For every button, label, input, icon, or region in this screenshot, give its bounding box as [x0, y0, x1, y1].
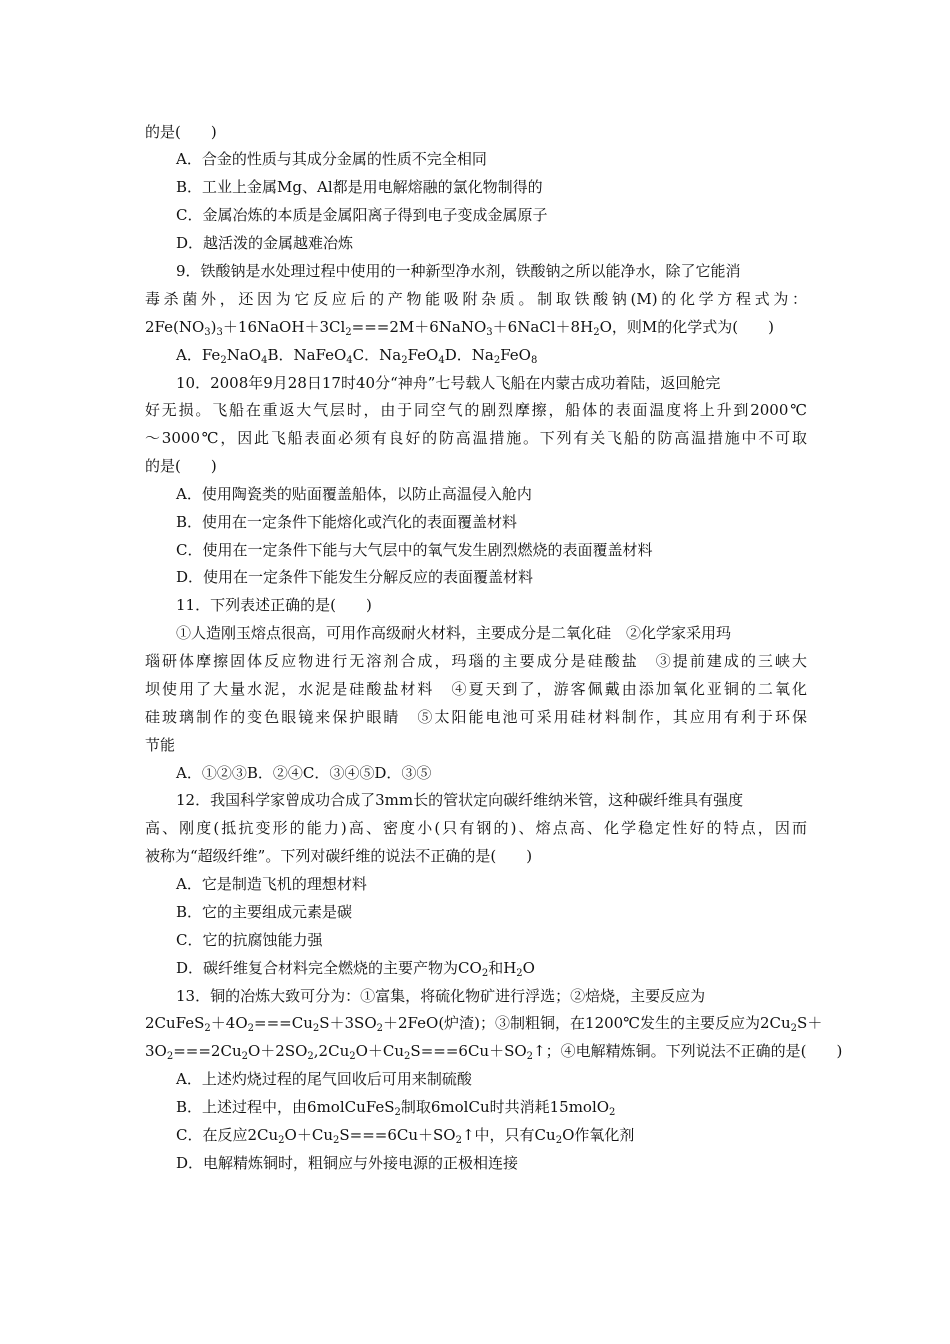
q12-option-c: C．它的抗腐蚀能力强 [176, 931, 323, 949]
q8-option-a: A．合金的性质与其成分金属的性质不完全相同 [176, 150, 487, 168]
q8-option-b: B．工业上金属Mg、Al都是用电解熔融的氯化物制得的 [176, 178, 543, 196]
q12-line-1: 12．我国科学家曾成功合成了3mm长的管状定向碳纤维纳米管，这种碳纤维具有强度 [176, 791, 744, 809]
q12-option-a: A．它是制造飞机的理想材料 [176, 875, 367, 893]
q10-line-4: 的是( ) [145, 457, 217, 475]
q10-option-b: B．使用在一定条件下能熔化或汽化的表面覆盖材料 [176, 513, 518, 531]
q12-option-d: D．碳纤维复合材料完全燃烧的主要产物为$CO_2$和$H_2O$ [176, 959, 535, 979]
q9-line-2: 毒杀菌外，还因为它反应后的产物能吸附杂质。制取铁酸钠(M)的化学方程式为： [145, 290, 807, 308]
q10-line-1: 10．2008年9月28日17时40分“神舟”七号载人飞船在内蒙古成功着陆，返回舱完 [176, 374, 721, 392]
q8-stem-tail: 的是( ) [145, 123, 217, 141]
q10-option-a: A．使用陶瓷类的贴面覆盖船体，以防止高温侵入舱内 [176, 485, 532, 503]
q10-line-2: 好无损。飞船在重返大气层时，由于同空气的剧烈摩擦，船体的表面温度将上升到2000℃ [145, 401, 807, 419]
q12-line-3: 被称为“超级纤维”。下列对碳纤维的说法不正确的是( ) [145, 847, 533, 865]
q11-line-2: 瑙研体摩擦固体反应物进行无溶剂合成，玛瑙的主要成分是硅酸盐 ③提前建成的三峡大 [145, 652, 807, 670]
q13-line-2: $2CuFeS_2+4O_2===Cu_2S+3SO_2+2FeO$(炉渣)；③制粗铜，在1200℃发生的主要反应为$2Cu_2S+$ [145, 1014, 823, 1034]
q13-option-d: D．电解精炼铜时，粗铜应与外接电源的正极相连接 [176, 1154, 519, 1172]
q11-options: A．①②③B．②④C．③④⑤D．③⑤ [176, 764, 432, 782]
q8-option-c: C．金属冶炼的本质是金属阳离子得到电子变成金属原子 [176, 206, 548, 224]
q13-option-c: C．在反应$2Cu_2O+Cu_2S===6Cu+SO_2↑$中，只有$Cu_2O$作氧化剂 [176, 1126, 635, 1146]
q13-option-a: A．上述灼烧过程的尾气回收后可用来制硫酸 [176, 1070, 472, 1088]
q13-line-1: 13．铜的冶炼大致可分为：①富集，将硫化物矿进行浮选；②焙烧，主要反应为 [176, 987, 706, 1005]
q11-line-4: 硅玻璃制作的变色眼镜来保护眼睛 ⑤太阳能电池可采用硅材料制作，其应用有利于环保 [145, 708, 807, 726]
q13-line-3: $3O_2===2Cu_2O+2SO_2,2Cu_2O+Cu_2S===6Cu+SO_2↑$；④电解精炼铜。下列说法不正确的是( ) [145, 1042, 843, 1062]
q11-stem: 11．下列表述正确的是( ) [176, 596, 372, 614]
q8-option-d: D．越活泼的金属越难冶炼 [176, 234, 354, 252]
q10-option-c: C．使用在一定条件下能与大气层中的氧气发生剧烈燃烧的表面覆盖材料 [176, 541, 653, 559]
q10-option-d: D．使用在一定条件下能发生分解反应的表面覆盖材料 [176, 568, 534, 586]
q12-option-b: B．它的主要组成元素是碳 [176, 903, 353, 921]
q11-line-5: 节能 [145, 736, 176, 754]
q13-option-b: B．上述过程中，由6molCuFeS$_2$制取6molCu时共消耗15molO$_2$ [176, 1098, 616, 1118]
q9-options: A．$Fe_2NaO_4B$．NaFeO$_4$C．$Na_2FeO_4D$．$Na_2FeO_8$ [176, 346, 538, 366]
q11-line-3: 坝使用了大量水泥，水泥是硅酸盐材料 ④夏天到了，游客佩戴由添加氧化亚铜的二氧化 [145, 680, 807, 698]
q9-equation: $2Fe(NO_3)_3+16NaOH+3Cl_2===2M+6NaNO_3+6NaCl+8H_2O$，则M的化学式为( ) [145, 318, 774, 338]
q11-line-1: ①人造刚玉熔点很高，可用作高级耐火材料，主要成分是二氧化硅 ②化学家采用玛 [176, 624, 732, 642]
q9-line-1: 9．铁酸钠是水处理过程中使用的一种新型净水剂，铁酸钠之所以能净水，除了它能消 [176, 262, 741, 280]
q10-line-3: ～3000℃，因此飞船表面必须有良好的防高温措施。下列有关飞船的防高温措施中不可取 [145, 429, 807, 447]
q12-line-2: 高、刚度(抵抗变形的能力)高、密度小(只有钢的)、熔点高、化学稳定性好的特点，因而 [145, 819, 807, 837]
